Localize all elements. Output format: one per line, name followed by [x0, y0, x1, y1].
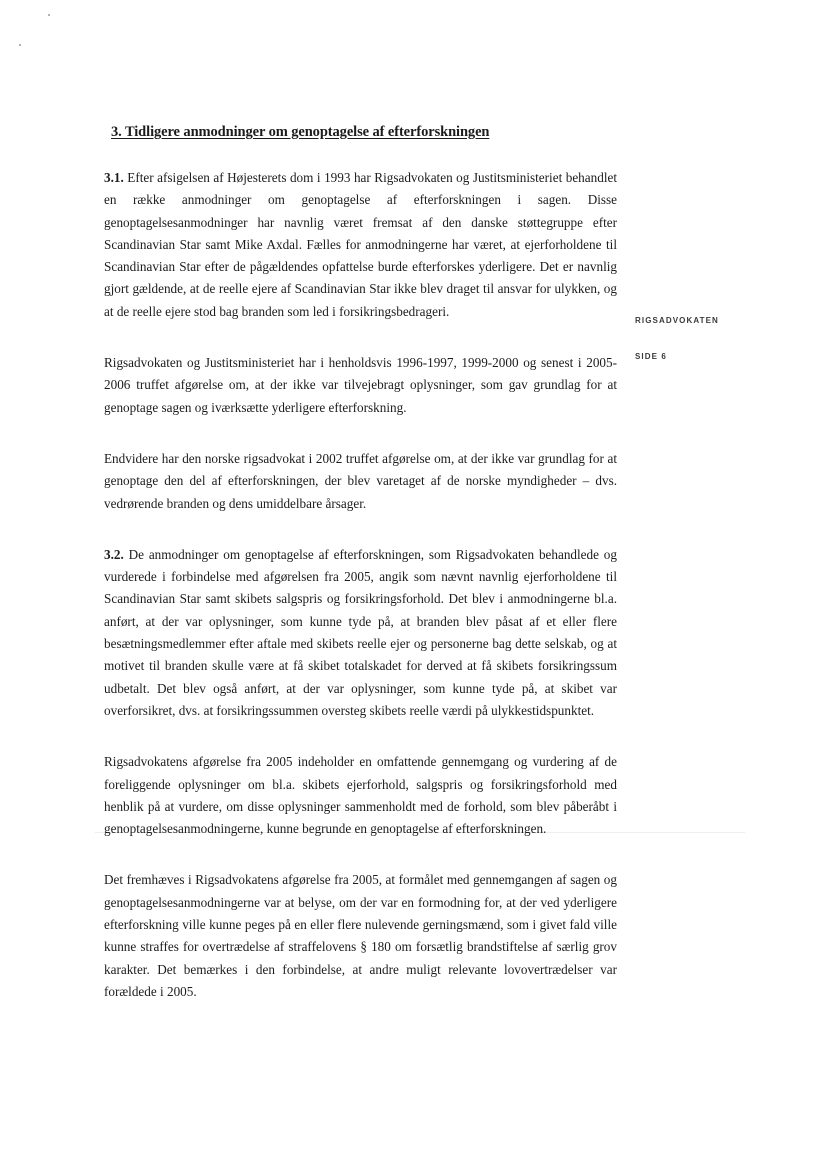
sidebar-organization: RIGSADVOKATEN [635, 316, 719, 325]
paragraph [104, 869, 617, 1003]
page-number: SIDE 6 [635, 352, 667, 361]
section-number: 3.1. [104, 170, 124, 185]
paragraph-text: Efter afsigelsen af Højesterets dom i 1993 har Rigsadvokaten og Justitsministeriet behandlet en række anmodninger om genoptagelse af efterforskningen i sagen. Disse genoptagelsesanmodninger har navnlig været fremsat af den danske støttegruppe efter Scandinavian Star samt Mike Axdal. Fælles for anmodningerne har været, at ejerforholdene til Scandinavian Star efter de pågældendes opfattelse burde efterforskes yderligere. Det er navnlig gjort gældende, at de reelle ejere af Scandinavian Star ikke blev draget til ansvar for ulykken, og at de reelle ejere stod bag branden som led i forsikringsbedrageri. [104, 170, 618, 319]
paragraph [104, 751, 617, 840]
section-number: 3.2. [104, 546, 124, 562]
paragraph-3-1 [104, 167, 617, 323]
document-body [104, 167, 617, 1032]
paragraph-text: Rigsadvokaten og Justitsministeriet har i henholdsvis 1996-1997, 1999-2000 og senest i 2005-2006 truffet afgørelse om, at der ikke var tilvejebragt oplysninger, som gav grundlag for at genoptage sagen og iværksætte yderligere efterforskning. [104, 355, 617, 415]
paragraph-text: Endvidere har den norske rigsadvokat i 2002 truffet afgørelse om, at der ikke var grundlag for at genoptage den del af efterforskningen, der blev varetaget af de norske myndigheder – dvs. vedrørende branden og dens umiddelbare årsager. [104, 450, 617, 511]
paragraph-3-2 [104, 544, 617, 722]
paragraph-text: De anmodninger om genoptagelse af efterforskningen, som Rigsadvokaten behandlede og vurderede i forbindelse med afgørelsen fra 2005, angik som nævnt navnlig ejerforholdene til Scandinavian Star samt skibets salgspris og forsikringsforhold. Det blev i anmodningerne bl.a. anført, at der var oplysninger, som kunne tyde på, at branden blev påsat af et eller flere besætningsmedlemmer efter aftale med skibets reelle ejer og personerne bag dette selskab, og at motivet til branden skulle være at få skibet totalskadet for derved at få skibets forsikringssum udbetalt. Det blev også anført, at der var oplysninger, som kunne tyde på, at skibet var overforsikret, dvs. at forsikringssummen oversteg skibets reelle værdi på ulykkestidspunktet. [104, 546, 617, 718]
section-heading: 3. Tidligere anmodninger om genoptagelse af efterforskningen [111, 124, 490, 140]
scan-speck [19, 44, 21, 46]
paragraph-text: Det fremhæves i Rigsadvokatens afgørelse fra 2005, at formålet med gennemgangen af sagen og genoptagelsesanmodningerne var at belyse, om der var en formodning for, at der ved yderligere efterforskning ville kunne peges på en eller flere nulevende gerningsmænd, som i givet fald ville kunne straffes for overtrædelse af straffelovens § 180 om forsætlig brandstiftelse af særlig grov karakter. Det bemærkes i den forbindelse, at andre muligt relevante lovovertrædelser var forældede i 2005. [104, 872, 617, 999]
paragraph [104, 352, 617, 419]
scan-speck [48, 14, 50, 16]
paragraph-text: Rigsadvokatens afgørelse fra 2005 indeholder en omfattende gennemgang og vurdering af de foreliggende oplysninger om bl.a. skibets ejerforhold, salgspris og forsikringsforhold med henblik på at vurdere, om disse oplysninger sammenholdt med de forhold, som blev påberåbt i genoptagelsesanmodningerne, kunne begrunde en genoptagelse af efterforskningen. [104, 754, 617, 837]
paragraph [104, 448, 617, 515]
